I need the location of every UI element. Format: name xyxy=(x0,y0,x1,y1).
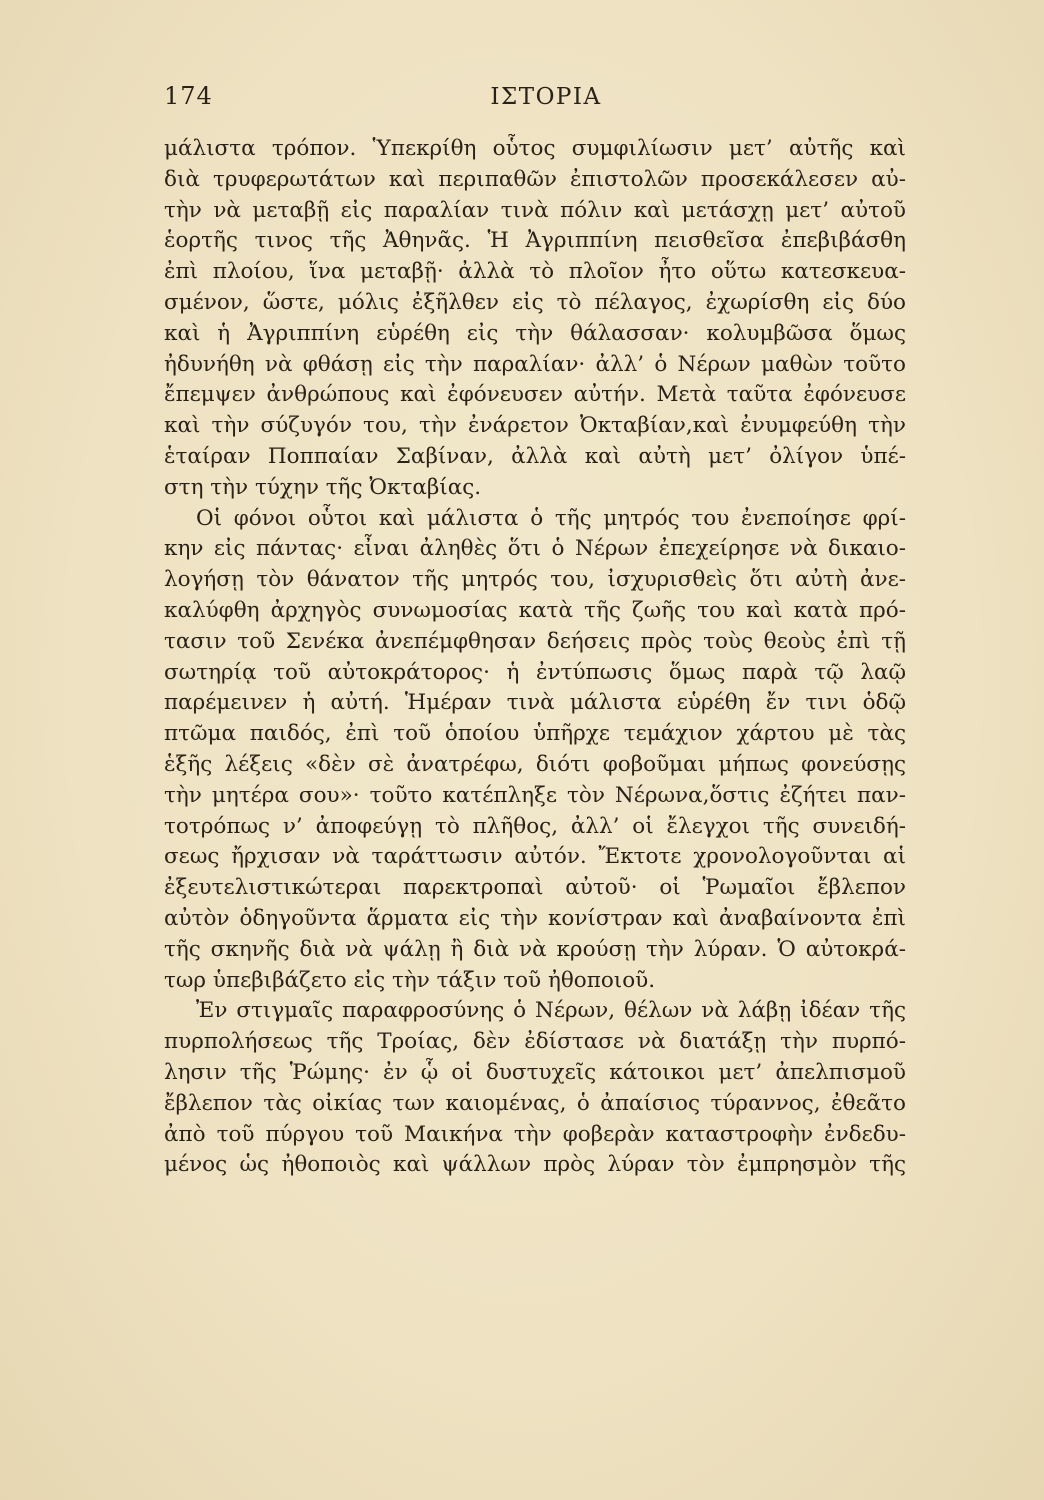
text-line: λογήσῃ τὸν θάνατον τῆς μητρός του, ἰσχυρισθεὶς ὅτι αὐτὴ ἀνε- xyxy=(164,567,906,593)
text-line: σεως ἤρχισαν νὰ ταράττωσιν αὐτόν. Ἔκτοτε χρονολογοῦνται αἱ xyxy=(164,844,906,870)
text-line: ἐξευτελιστικώτεραι παρεκτροπαὶ αὐτοῦ· οἱ Ῥωμαῖοι ἔβλεπον xyxy=(164,875,906,901)
text-line: ἔβλεπον τὰς οἰκίας των καιομένας, ὁ ἀπαίσιος τύραννος, ἐθεᾶτο xyxy=(164,1090,906,1116)
text-line: τὴν μητέρα σου»· τοῦτο κατέπληξε τὸν Νέρωνα,ὅστις ἐζήτει παν- xyxy=(164,782,906,808)
text-line: κην εἰς πάντας· εἶναι ἀληθὲς ὅτι ὁ Νέρων ἐπεχείρησε νὰ δικαιο- xyxy=(164,536,906,562)
text-line: ἔπεμψεν ἀνθρώπους καὶ ἐφόνευσεν αὐτήν. Μετὰ ταῦτα ἐφόνευσε xyxy=(164,382,906,408)
text-line: τὴν νὰ μεταβῇ εἰς παραλίαν τινὰ πόλιν καὶ μετάσχῃ μετ’ αὐτοῦ xyxy=(164,197,906,223)
text-line: ἀπὸ τοῦ πύργου τοῦ Μαικήνα τὴν φοβερὰν καταστροφὴν ἐνδεδυ- xyxy=(164,1121,906,1147)
text-line: καλύφθη ἀρχηγὸς συνωμοσίας κατὰ τῆς ζωῆς του καὶ κατὰ πρό- xyxy=(164,597,906,623)
text-line: τωρ ὑπεβιβάζετο εἰς τὴν τάξιν τοῦ ἠθοποιοῦ. xyxy=(164,967,656,993)
text-line: διὰ τρυφερωτάτων καὶ περιπαθῶν ἐπιστολῶν προσεκάλεσεν αὐ- xyxy=(164,166,906,192)
text-line: σωτηρίᾳ τοῦ αὐτοκράτορος· ἡ ἐντύπωσις ὅμως παρὰ τῷ λαῷ xyxy=(164,659,906,685)
text-line: πτῶμα παιδός, ἐπὶ τοῦ ὁποίου ὑπῆρχε τεμάχιον χάρτου μὲ τὰς xyxy=(164,721,906,747)
text-line: τοτρόπως ν’ ἀποφεύγῃ τὸ πλῆθος, ἀλλ’ οἱ ἔλεγχοι τῆς συνειδή- xyxy=(164,813,906,839)
text-line: καὶ τὴν σύζυγόν του, τὴν ἐνάρετον Ὀκταβίαν,καὶ ἐνυμφεύθη τὴν xyxy=(164,413,906,439)
text-line: τῆς σκηνῆς διὰ νὰ ψάλῃ ἢ διὰ νὰ κρούσῃ τὴν λύραν. Ὁ αὐτοκρά- xyxy=(164,936,906,962)
text-line: αὐτὸν ὁδηγοῦντα ἅρματα εἰς τὴν κονίστραν καὶ ἀναβαίνοντα ἐπὶ xyxy=(164,905,906,931)
text-line: Οἱ φόνοι οὗτοι καὶ μάλιστα ὁ τῆς μητρός του ἐνεποίησε φρί- xyxy=(196,505,906,531)
text-line: ἑορτῆς τινος τῆς Ἀθηνᾶς. Ἡ Ἀγριππίνη πεισθεῖσα ἐπεβιβάσθη xyxy=(164,228,906,254)
text-line: πυρπολήσεως τῆς Τροίας, δὲν ἐδίστασε νὰ διατάξῃ τὴν πυρπό- xyxy=(164,1029,906,1055)
text-line: σμένον, ὥστε, μόλις ἐξῆλθεν εἰς τὸ πέλαγος, ἐχωρίσθη εἰς δύο xyxy=(164,289,906,315)
text-line: μάλιστα τρόπον. Ὑπεκρίθη οὗτος συμφιλίωσιν μετ’ αὐτῆς καὶ xyxy=(164,136,906,161)
text-line: ἐπὶ πλοίου, ἵνα μεταβῇ· ἀλλὰ τὸ πλοῖον ἦτο οὕτω κατεσκευα- xyxy=(164,259,906,285)
body-text xyxy=(164,134,906,1181)
page-header xyxy=(164,82,904,122)
text-line: καὶ ἡ Ἀγριππίνη εὑρέθη εἰς τὴν θάλασσαν· κολυμβῶσα ὅμως xyxy=(164,320,906,346)
text-line: παρέμεινεν ἡ αὐτή. Ἡμέραν τινὰ μάλιστα εὑρέθη ἔν τινι ὁδῷ xyxy=(164,690,906,716)
text-line: τασιν τοῦ Σενέκα ἀνεπέμφθησαν δεήσεις πρὸς τοὺς θεοὺς ἐπὶ τῇ xyxy=(164,628,906,654)
text-line: λησιν τῆς Ῥώμης· ἐν ᾧ οἱ δυστυχεῖς κάτοικοι μετ’ ἀπελπισμοῦ xyxy=(164,1059,906,1085)
text-line: ἠδυνήθη νὰ φθάσῃ εἰς τὴν παραλίαν· ἀλλ’ ὁ Νέρων μαθὼν τοῦτο xyxy=(164,351,906,377)
running-head: ΙΣΤΟΡΙΑ xyxy=(490,84,602,110)
text-line: μένος ὡς ἠθοποιὸς καὶ ψάλλων πρὸς λύραν τὸν ἐμπρησμὸν τῆς xyxy=(164,1152,906,1178)
text-line: στη τὴν τύχην τῆς Ὀκταβίας. xyxy=(164,474,482,500)
text-line: ἑξῆς λέξεις «δὲν σὲ ἀνατρέφω, διότι φοβοῦμαι μήπως φονεύσῃς xyxy=(164,751,906,777)
page-number: 174 xyxy=(164,82,213,110)
text-line: ἑταίραν Ποππαίαν Σαβίναν, ἀλλὰ καὶ αὐτὴ μετ’ ὀλίγον ὑπέ- xyxy=(164,443,906,469)
text-line: Ἐν στιγμαῖς παραφροσύνης ὁ Νέρων, θέλων νὰ λάβῃ ἰδέαν τῆς xyxy=(196,998,906,1024)
